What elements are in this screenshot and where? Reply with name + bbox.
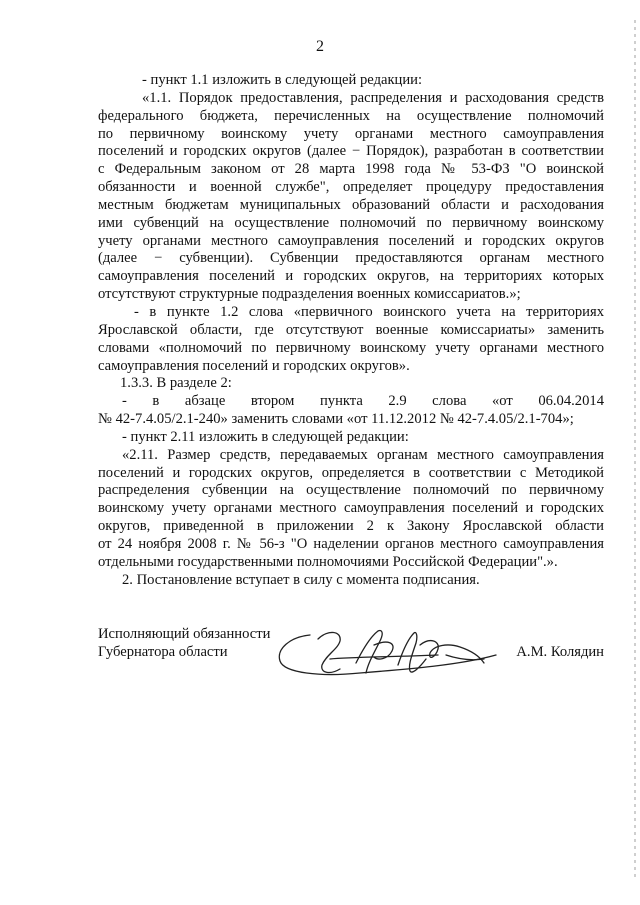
paragraph-line: учету органами местного самоуправления поселений и городских округов [98,232,604,249]
paragraph-line: - в абзаце втором пункта 2.9 слова «от 06.04.2014 [122,393,604,410]
signatory-title-line: Губернатора области [98,644,228,660]
signatory-name: А.М. Колядин [516,644,604,660]
paragraph-line: от 24 ноября 2008 г. № 56-з "О наделении органов местного самоуправления [98,535,604,552]
page-number: 2 [316,38,324,55]
paragraph-line: отдельными государственными полномочиями Российской Федерации".». [98,553,558,570]
paragraph-line: словами «полномочий по первичному воинскому учету органами местного [98,339,604,356]
paragraph-line: с Федеральным законом от 28 марта 1998 года № 53-ФЗ "О воинской [98,161,604,178]
paragraph-line: самоуправления поселений и городских округов, на территориях которых [98,268,604,285]
paragraph-line: ими субвенций на осуществление полномочий по первичному воинскому [98,214,604,231]
paragraph-line: по первичному воинскому учету органами местного самоуправления [98,125,604,142]
paragraph-line: № 42-7.4.05/2.1-240» заменить словами «от 11.12.2012 № 42-7.4.05/2.1-704»; [98,411,574,428]
paragraph-line: - в пункте 1.2 слова «первичного воинского учета на территориях [134,303,604,320]
paragraph-line: местным бюджетам муниципальных образований области и расходования [98,196,604,213]
paragraph-line: распределения субвенции на осуществление полномочий по первичному [98,482,604,499]
paragraph-line: поселений и городских округов, определяется в соответствии с Методикой [98,464,604,481]
paragraph-line: «2.11. Размер средств, передаваемых органам местного самоуправления [122,446,604,463]
signatory-title [98,625,270,661]
paragraph-line: Ярославской области, где отсутствуют военные комиссариаты» заменить [98,321,604,338]
paragraph-line: обязанности и военной службе", определяет процедуру предоставления [98,179,604,196]
paragraph-line: 2. Постановление вступает в силу с момента подписания. [122,571,480,588]
paragraph-line: отсутствуют структурные подразделения военных комиссариатов.»; [98,286,521,303]
handwritten-signature [270,615,510,691]
paragraph-line: - пункт 1.1 изложить в следующей редакции: [142,72,423,88]
document-body [98,72,604,589]
paragraph-line: округов, приведенной в приложении 2 к Закону Ярославской области [98,518,604,535]
paragraph-line: федерального бюджета, перечисленных на осуществление полномочий [98,107,604,124]
paragraph-line: «1.1. Порядок предоставления, распределения и расходования средств [142,89,604,106]
paragraph-line: воинскому учету органами местного самоуправления поселений и городских [98,500,604,517]
paragraph-line: 1.3.3. В разделе 2: [120,375,232,392]
scan-edge-shadow [634,20,636,880]
paragraph-line: (далее − субвенции). Субвенции предоставляются органам местного [98,250,604,267]
signature-block [98,625,604,685]
paragraph-line: поселений и городских округов (далее − Порядок), разработан в соответствии [98,143,604,160]
paragraph-line: самоуправления поселений и городских округов». [98,357,410,374]
paragraph-line: - пункт 2.11 изложить в следующей редакции: [122,428,409,445]
signatory-title-line: Исполняющий обязанности [98,626,271,642]
